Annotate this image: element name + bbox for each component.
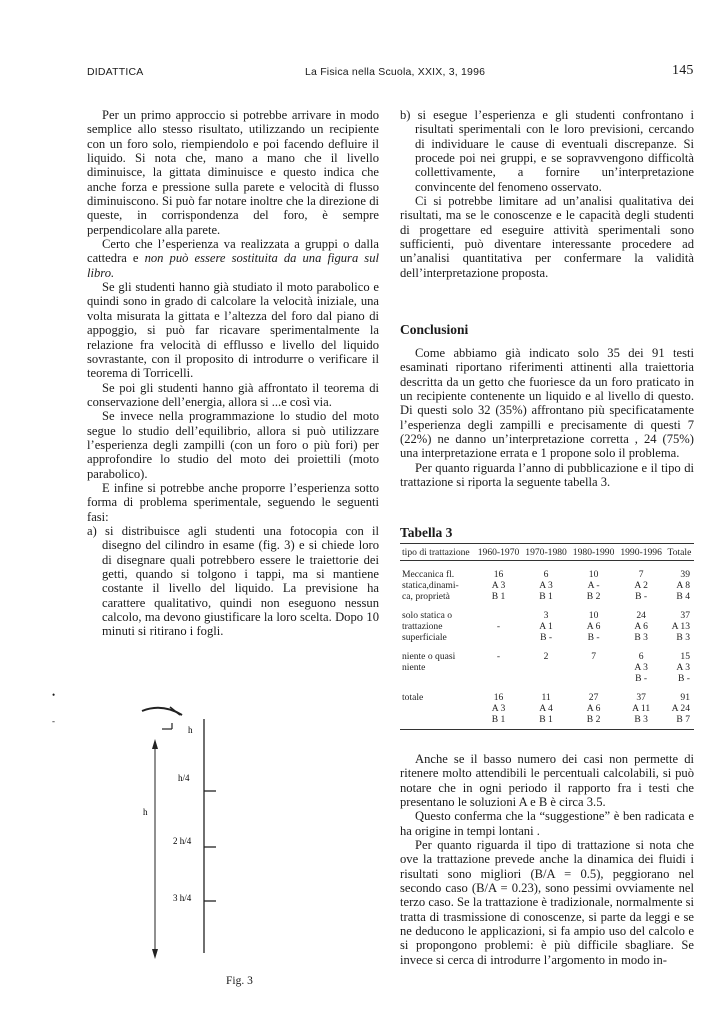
table-cell: 91 [680, 692, 690, 703]
table-cell: A - [587, 580, 600, 591]
table-cell: A 3 [634, 662, 648, 673]
label-h-total: h [143, 807, 148, 817]
table-cell: B - [678, 673, 690, 684]
margin-mark-bullet: • [52, 690, 56, 700]
table-header-cell: 1990-1996 [617, 544, 665, 561]
table-cell: A 4 [539, 703, 553, 714]
table-cell: niente [402, 662, 426, 673]
table-row [400, 651, 694, 662]
left-column-paragraph: Se invece nella programmazione lo studio del moto segue lo studio dell’equilibrio, allora si può utilizzare l’esperienza degli zampilli (con un foro o più fori) per approfondire lo studio del moto dei proiettili (moto parabolico). [87, 409, 379, 481]
table-cell: A 13 [671, 621, 690, 632]
table-cell: A 24 [671, 703, 690, 714]
table-group-spacer [400, 602, 694, 610]
table-header-cell: 1970-1980 [522, 544, 570, 561]
table-cell: 11 [541, 692, 551, 703]
table-row [400, 714, 694, 725]
left-column-paragraph [87, 237, 379, 280]
table-cell: ca, proprietà [402, 591, 450, 602]
label-3h-quarter: 3 h/4 [173, 893, 192, 903]
table-cell: 2 [543, 651, 549, 662]
table-cell [522, 662, 570, 673]
table-cell [475, 673, 523, 684]
table-cell: B 2 [586, 714, 601, 725]
discussion-paragraph: Anche se il basso numero dei casi non permette di ritenere molto attendibili le percentuali calcolabili, si può notare che in ogni periodo il rapporto fra i testi che presentano le soluzioni A e B è circa 3.5. [400, 752, 694, 810]
table-row [400, 703, 694, 714]
table-cell: 10 [588, 610, 599, 621]
table-cell: A 1 [539, 621, 553, 632]
table-cell: 24 [636, 610, 646, 621]
table-row [400, 692, 694, 703]
page-number: 145 [672, 63, 694, 78]
table-cell: B - [587, 632, 600, 643]
table-group-spacer [400, 561, 694, 570]
right-column-paragraph: b) si esegue l’esperienza e gli studenti confrontano i risultati sperimentali con le loro previsioni, cercando di individuare le cause di eventuali discrepanze. Si procede poi nei gruppi, e se sopravvengono difficoltà collettivamente, a fornire un’interpretazione convincente del fenomeno osservato. [400, 108, 694, 194]
table-cell: A 2 [634, 580, 648, 591]
left-column-paragraph: Per un primo approccio si potrebbe arrivare in modo semplice allo stesso risultato, utilizzando un recipiente con un foro solo, riempiendolo e poi facendo defluire il liquido. Si nota che, mano a mano che il livello diminuisce, la gittata diminuisce e questo indica che anche forza e pressione sulla parete e velocità di flusso diminuiscono. Si può far notare inoltre che la direzione di queste, in corrispondenza del foro, è sempre perpendicolare alla parete. [87, 108, 379, 237]
table-cell: Meccanica fl. [402, 569, 455, 580]
table-cell: B 1 [491, 591, 506, 602]
table-cell: A 6 [586, 703, 601, 714]
table-row [400, 569, 694, 580]
right-column-bottom [400, 752, 694, 967]
table-cell: B 2 [586, 591, 601, 602]
table-cell [400, 714, 475, 725]
table-cell: solo statica o [402, 610, 453, 621]
table-row [400, 591, 694, 602]
conclusions-paragraph: Come abbiamo già indicato solo 35 dei 91 testi esaminati riportano riferimenti attinenti alla traiettoria descritta da un getto che fuoriesce da un foro praticato in un recipiente contenente un liquido e al livello di questo. Di questi solo 32 (35%) affrontano più specificatamente l’esperienza degli zampilli e precisamente di questi 7 (22%) ne danno un’interpretazione corretta , 24 (75%) una interpretazione errata e 1 propone solo il problema. [400, 346, 694, 461]
dimension-arrow-up [152, 739, 158, 749]
table-cell: 37 [636, 692, 646, 703]
table-cell [570, 662, 618, 673]
table-group-spacer [400, 684, 694, 692]
table-cell: - [496, 621, 501, 632]
table-cell [475, 632, 523, 643]
table-header-row [400, 544, 694, 561]
table-cell: 16 [493, 692, 504, 703]
table-cell: 37 [680, 610, 690, 621]
table-row [400, 632, 694, 643]
table-cell: B 7 [676, 714, 690, 725]
table-cell [475, 662, 523, 673]
table-header-cell: Totale [665, 544, 694, 561]
table-cell: A 3 [491, 580, 506, 591]
table-cell: A 6 [586, 621, 601, 632]
left-column [87, 108, 379, 639]
table-cell: B - [540, 632, 553, 643]
table-3 [400, 543, 694, 730]
table-row [400, 673, 694, 684]
left-column-paragraph: Se gli studenti hanno già studiato il moto parabolico e quindi sono in grado di calcolare la velocità iniziale, una volta misurata la gittata e l’altezza del foro dal piano di appoggio, si può far ricavare sperimentalmente la relazione fra velocità di efflusso e livello del liquido sovrastante, con il proposito di introdurre o verificare il teorema di Torricelli. [87, 280, 379, 381]
table-cell: A 8 [676, 580, 690, 591]
label-h-quarter: h/4 [178, 773, 190, 783]
table-cell: B 1 [491, 714, 506, 725]
table-row [400, 662, 694, 673]
left-column-paragraph: Se poi gli studenti hanno già affrontato il teorema di conservazione dell’energia, allora si ...e così via. [87, 380, 379, 409]
conclusions-heading: Conclusioni [400, 322, 469, 337]
table-cell: B 3 [634, 714, 648, 725]
table-row [400, 621, 694, 632]
table-row [400, 610, 694, 621]
running-head-section: DIDATTICA [87, 66, 144, 78]
right-column-paragraph: Ci si potrebbe limitare ad un’analisi qualitativa dei risultati, ma se le conoscenze e le capacità degli studenti di progettare ed eseguire attività sperimentali sono sufficienti, può diventare interessante procedere ad un’analisi quantitativa per confermare la validità dell’interpretazione proposta. [400, 194, 694, 280]
table-cell: niente o quasi [402, 651, 456, 662]
table-cell [475, 610, 523, 621]
table-cell: B 1 [539, 714, 553, 725]
margin-mark-dash: - [52, 716, 55, 726]
figure-caption: Fig. 3 [226, 975, 253, 987]
left-column-paragraph: a) si distribuisce agli studenti una fotocopia con il disegno del cilindro in esame (fig. 3) e si chiede loro di disegnare quali potrebbero essere le traiettorie dei getti, quando si tolgono i tappi, ma si mantiene costante il livello del liquido. La previsione ha carattere qualitativo, quindi non eseguono nessun calcolo, ma devono giustificare la loro scelta. Dopo 10 minuti si ritirano i fogli. [87, 523, 379, 639]
label-2h-quarter: 2 h/4 [173, 836, 192, 846]
table-cell: B - [635, 673, 648, 684]
table-cell: 3 [543, 610, 549, 621]
running-head-journal: La Fisica nella Scuola, XXIX, 3, 1996 [305, 66, 486, 78]
table-cell [522, 673, 570, 684]
table-header-cell: 1960-1970 [475, 544, 523, 561]
table-cell: B 3 [634, 632, 648, 643]
table-cell: statica,dinami- [402, 580, 459, 591]
table-cell: A 6 [634, 621, 648, 632]
table-cell: 6 [638, 651, 644, 662]
table-cell [570, 673, 618, 684]
table-header-cell: 1980-1990 [570, 544, 618, 561]
discussion-paragraph: Questo conferma che la “suggestione” è ben radicata e ha origine in tempi lontani . [400, 809, 694, 838]
table-cell: B 3 [676, 632, 690, 643]
label-h-top: h [188, 725, 193, 735]
table-body [400, 561, 694, 730]
table-cell: 16 [493, 569, 504, 580]
conclusions-paragraph: Per quanto riguarda l’anno di pubblicazione e il tipo di trattazione si riporta la seguente tabella 3. [400, 460, 694, 490]
table-row [400, 580, 694, 591]
table-header-cell: tipo di trattazione [400, 544, 475, 561]
table-cell: A 3 [491, 703, 506, 714]
table-cell: 10 [588, 569, 599, 580]
discussion-paragraph: Per quanto riguarda il tipo di trattazione si nota che ove la trattazione prevede anche la dinamica dei fluidi i risultati sono migliori (B/A = 0.5), peggiorano nel secondo caso (B/A = 0.23), sono pessimi ovviamente nel terzo caso. Se la trattazione è tradizionale, normalmente si tratta di trasmissione di conoscenze, si parte da leggi e se ne deducono le applicazioni, si fa ampio uso del calcolo e si propongono problemi: è più difficile sbagliare. Se invece si cerca di introdurre l’argomento in modo in- [400, 838, 694, 967]
left-column-paragraph: E infine si potrebbe anche proporre l’esperienza sotto forma di problema sperimentale, seguendo le seguenti fasi: [87, 480, 379, 524]
table-cell: B 1 [539, 591, 553, 602]
table-cell: 15 [680, 651, 690, 662]
paragraph-text: Certo che l’esperienza va realizzata a gruppi o dalla cattedra e [87, 237, 379, 266]
table-cell: A 3 [676, 662, 690, 673]
table-cell: A 11 [632, 703, 651, 714]
table-title: Tabella 3 [400, 525, 453, 540]
table-cell: superficiale [402, 632, 447, 643]
table-cell: A 3 [539, 580, 553, 591]
table-cell [400, 703, 475, 714]
conclusions-text [400, 346, 694, 489]
table-cell: trattazione [402, 621, 443, 632]
table-cell: 7 [591, 651, 596, 662]
table-cell: B - [635, 591, 648, 602]
figure-3-cylinder-diagram [140, 705, 260, 965]
dimension-arrow-down [152, 949, 158, 959]
table-group-spacer [400, 725, 694, 730]
table-cell: 27 [588, 692, 599, 703]
table-cell: totale [402, 692, 424, 703]
table-cell: B 4 [676, 591, 690, 602]
right-column-top [400, 108, 694, 280]
table-cell: 6 [543, 569, 549, 580]
table-cell [400, 673, 475, 684]
table-group-spacer [400, 643, 694, 651]
table-cell: 7 [638, 569, 644, 580]
table-cell: 39 [680, 569, 690, 580]
paragraph-emphasis: non può essere sostituita da una figura sul libro. [87, 251, 380, 280]
table-cell: - [496, 651, 501, 662]
